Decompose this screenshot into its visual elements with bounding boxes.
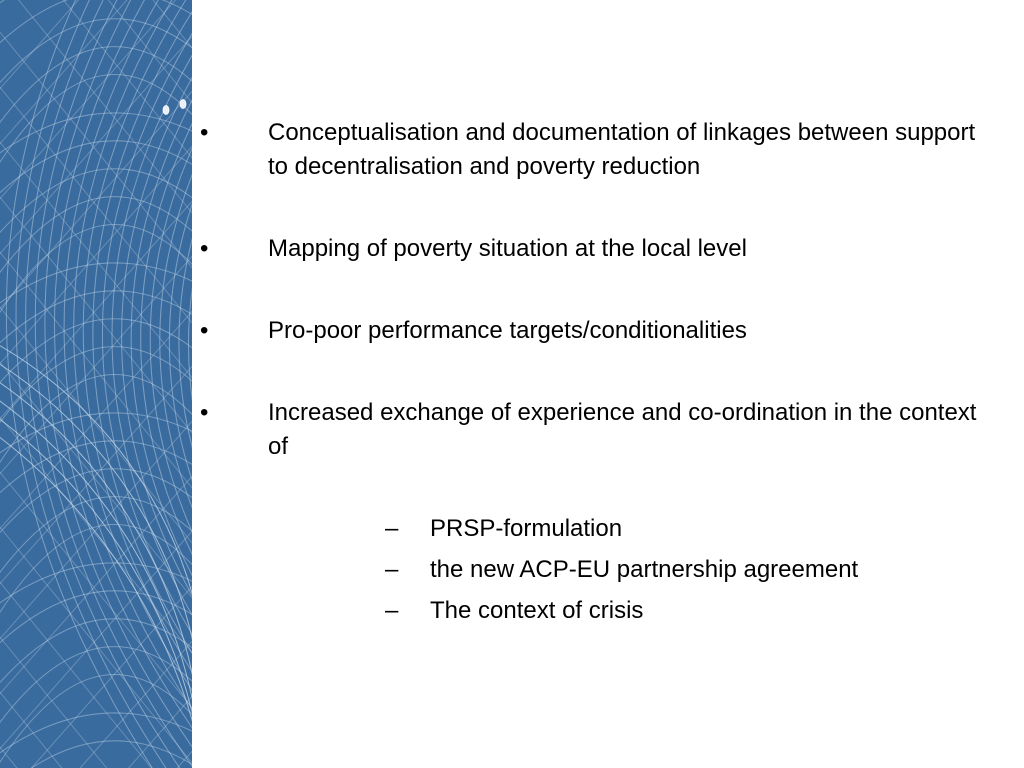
bullet-item-3 — [200, 314, 1000, 348]
bullet-text: Pro-poor performance targets/conditionalities — [268, 317, 747, 344]
bullet-text: Mapping of poverty situation at the local level — [268, 235, 747, 262]
bullet-text: Increased exchange of experience and co-ordination in the context of — [268, 399, 977, 460]
globe-mesh-graphic — [0, 0, 192, 768]
sub-bullet-marker: – — [385, 515, 399, 542]
sub-bullet-text: The context of crisis — [430, 597, 644, 624]
bullet-text: Conceptualisation and documentation of linkages between support to decentralisation and poverty reduction — [268, 119, 976, 180]
bullet-marker: • — [200, 235, 209, 262]
bullet-item-2 — [200, 232, 1000, 266]
bullet-item-4 — [200, 396, 1000, 628]
bullet-item-1 — [200, 116, 1000, 184]
bullet-marker: • — [200, 317, 209, 344]
bullet-marker: • — [200, 399, 209, 426]
sub-item-2 — [268, 553, 1000, 587]
sub-bullet-text: the new ACP-EU partnership agreement — [430, 556, 859, 583]
bullet-list — [200, 116, 1000, 635]
bullet-marker: • — [200, 119, 209, 146]
decorative-globe-panel — [0, 0, 192, 768]
sub-bullet-text: PRSP-formulation — [430, 515, 623, 542]
sub-bullet-marker: – — [385, 556, 399, 583]
sub-bullet-list — [268, 512, 1000, 628]
sub-bullet-marker: – — [385, 597, 399, 624]
sub-item-1 — [268, 512, 1000, 546]
sub-item-3 — [268, 594, 1000, 628]
